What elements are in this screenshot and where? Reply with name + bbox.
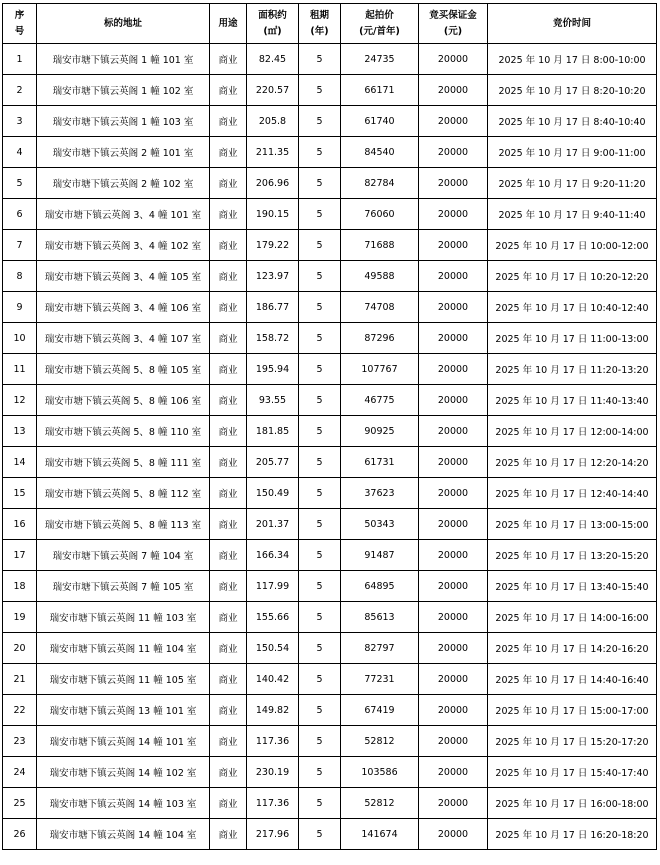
cell-term: 5	[299, 292, 341, 323]
cell-usage: 商业	[210, 106, 247, 137]
cell-time: 2025 年 10 月 17 日 10:40-12:40	[488, 292, 657, 323]
table-row	[3, 75, 657, 106]
cell-usage: 商业	[210, 75, 247, 106]
cell-price: 82784	[341, 168, 419, 199]
table-row	[3, 44, 657, 75]
cell-term: 5	[299, 447, 341, 478]
cell-price: 49588	[341, 261, 419, 292]
cell-deposit: 20000	[419, 230, 488, 261]
table-row	[3, 726, 657, 757]
cell-term: 5	[299, 44, 341, 75]
cell-address: 瑞安市塘下镇云英阁 2 幢 101 室	[37, 137, 210, 168]
cell-address: 瑞安市塘下镇云英阁 5、8 幢 110 室	[37, 416, 210, 447]
cell-time: 2025 年 10 月 17 日 14:40-16:40	[488, 664, 657, 695]
cell-deposit: 20000	[419, 416, 488, 447]
cell-area: 195.94	[247, 354, 299, 385]
cell-area: 190.15	[247, 199, 299, 230]
cell-address: 瑞安市塘下镇云英阁 5、8 幢 106 室	[37, 385, 210, 416]
cell-price: 74708	[341, 292, 419, 323]
cell-no: 20	[3, 633, 37, 664]
cell-address: 瑞安市塘下镇云英阁 5、8 幢 111 室	[37, 447, 210, 478]
cell-price: 46775	[341, 385, 419, 416]
cell-time: 2025 年 10 月 17 日 8:20-10:20	[488, 75, 657, 106]
cell-term: 5	[299, 509, 341, 540]
cell-area: 150.54	[247, 633, 299, 664]
cell-term: 5	[299, 168, 341, 199]
cell-address: 瑞安市塘下镇云英阁 13 幢 101 室	[37, 695, 210, 726]
cell-usage: 商业	[210, 292, 247, 323]
cell-term: 5	[299, 323, 341, 354]
cell-term: 5	[299, 416, 341, 447]
cell-usage: 商业	[210, 788, 247, 819]
cell-address: 瑞安市塘下镇云英阁 14 幢 104 室	[37, 819, 210, 850]
cell-time: 2025 年 10 月 17 日 16:20-18:20	[488, 819, 657, 850]
cell-address: 瑞安市塘下镇云英阁 11 幢 104 室	[37, 633, 210, 664]
cell-term: 5	[299, 199, 341, 230]
cell-deposit: 20000	[419, 695, 488, 726]
cell-usage: 商业	[210, 168, 247, 199]
table-row	[3, 602, 657, 633]
cell-term: 5	[299, 230, 341, 261]
cell-time: 2025 年 10 月 17 日 13:00-15:00	[488, 509, 657, 540]
cell-deposit: 20000	[419, 75, 488, 106]
cell-usage: 商业	[210, 633, 247, 664]
cell-price: 82797	[341, 633, 419, 664]
cell-deposit: 20000	[419, 664, 488, 695]
cell-deposit: 20000	[419, 137, 488, 168]
table-row	[3, 757, 657, 788]
cell-area: 201.37	[247, 509, 299, 540]
cell-no: 11	[3, 354, 37, 385]
cell-deposit: 20000	[419, 168, 488, 199]
cell-no: 13	[3, 416, 37, 447]
cell-price: 141674	[341, 819, 419, 850]
cell-no: 8	[3, 261, 37, 292]
cell-no: 12	[3, 385, 37, 416]
cell-usage: 商业	[210, 819, 247, 850]
cell-deposit: 20000	[419, 385, 488, 416]
cell-no: 14	[3, 447, 37, 478]
auction-listing-table	[2, 3, 657, 850]
cell-time: 2025 年 10 月 17 日 13:40-15:40	[488, 571, 657, 602]
cell-address: 瑞安市塘下镇云英阁 11 幢 103 室	[37, 602, 210, 633]
cell-price: 90925	[341, 416, 419, 447]
table-row	[3, 230, 657, 261]
cell-term: 5	[299, 633, 341, 664]
cell-no: 18	[3, 571, 37, 602]
cell-area: 158.72	[247, 323, 299, 354]
cell-price: 76060	[341, 199, 419, 230]
cell-area: 181.85	[247, 416, 299, 447]
cell-price: 67419	[341, 695, 419, 726]
cell-area: 117.36	[247, 726, 299, 757]
cell-address: 瑞安市塘下镇云英阁 1 幢 101 室	[37, 44, 210, 75]
cell-time: 2025 年 10 月 17 日 12:20-14:20	[488, 447, 657, 478]
cell-usage: 商业	[210, 447, 247, 478]
cell-time: 2025 年 10 月 17 日 10:00-12:00	[488, 230, 657, 261]
header-no: 序 号	[3, 4, 37, 44]
cell-no: 23	[3, 726, 37, 757]
cell-term: 5	[299, 354, 341, 385]
table-row	[3, 261, 657, 292]
cell-area: 117.99	[247, 571, 299, 602]
cell-area: 230.19	[247, 757, 299, 788]
table-row	[3, 137, 657, 168]
table-row	[3, 633, 657, 664]
table-row	[3, 478, 657, 509]
cell-deposit: 20000	[419, 819, 488, 850]
cell-deposit: 20000	[419, 106, 488, 137]
cell-deposit: 20000	[419, 540, 488, 571]
table-row	[3, 199, 657, 230]
cell-deposit: 20000	[419, 199, 488, 230]
cell-usage: 商业	[210, 323, 247, 354]
cell-time: 2025 年 10 月 17 日 15:40-17:40	[488, 757, 657, 788]
cell-deposit: 20000	[419, 447, 488, 478]
cell-usage: 商业	[210, 354, 247, 385]
cell-usage: 商业	[210, 757, 247, 788]
cell-area: 150.49	[247, 478, 299, 509]
cell-area: 117.36	[247, 788, 299, 819]
table-body	[3, 44, 657, 850]
cell-address: 瑞安市塘下镇云英阁 5、8 幢 105 室	[37, 354, 210, 385]
cell-price: 71688	[341, 230, 419, 261]
cell-price: 52812	[341, 788, 419, 819]
cell-no: 10	[3, 323, 37, 354]
table-row	[3, 354, 657, 385]
cell-time: 2025 年 10 月 17 日 11:20-13:20	[488, 354, 657, 385]
cell-no: 2	[3, 75, 37, 106]
cell-no: 25	[3, 788, 37, 819]
cell-term: 5	[299, 137, 341, 168]
cell-deposit: 20000	[419, 633, 488, 664]
cell-area: 93.55	[247, 385, 299, 416]
cell-time: 2025 年 10 月 17 日 8:40-10:40	[488, 106, 657, 137]
cell-term: 5	[299, 75, 341, 106]
cell-term: 5	[299, 106, 341, 137]
table-row	[3, 788, 657, 819]
table-row	[3, 540, 657, 571]
cell-area: 123.97	[247, 261, 299, 292]
cell-address: 瑞安市塘下镇云英阁 5、8 幢 112 室	[37, 478, 210, 509]
cell-term: 5	[299, 695, 341, 726]
cell-address: 瑞安市塘下镇云英阁 14 幢 102 室	[37, 757, 210, 788]
header-row	[3, 4, 657, 44]
cell-deposit: 20000	[419, 292, 488, 323]
cell-term: 5	[299, 788, 341, 819]
cell-no: 26	[3, 819, 37, 850]
cell-deposit: 20000	[419, 571, 488, 602]
cell-deposit: 20000	[419, 354, 488, 385]
cell-price: 64895	[341, 571, 419, 602]
cell-usage: 商业	[210, 602, 247, 633]
table-row	[3, 664, 657, 695]
cell-area: 140.42	[247, 664, 299, 695]
cell-time: 2025 年 10 月 17 日 16:00-18:00	[488, 788, 657, 819]
table-row	[3, 571, 657, 602]
cell-price: 37623	[341, 478, 419, 509]
cell-area: 206.96	[247, 168, 299, 199]
cell-time: 2025 年 10 月 17 日 11:40-13:40	[488, 385, 657, 416]
cell-time: 2025 年 10 月 17 日 8:00-10:00	[488, 44, 657, 75]
cell-area: 205.77	[247, 447, 299, 478]
cell-time: 2025 年 10 月 17 日 10:20-12:20	[488, 261, 657, 292]
cell-usage: 商业	[210, 509, 247, 540]
cell-area: 205.8	[247, 106, 299, 137]
table-row	[3, 292, 657, 323]
cell-deposit: 20000	[419, 726, 488, 757]
cell-address: 瑞安市塘下镇云英阁 3、4 幢 102 室	[37, 230, 210, 261]
cell-price: 24735	[341, 44, 419, 75]
header-deposit: 竞买保证金 (元)	[419, 4, 488, 44]
cell-deposit: 20000	[419, 602, 488, 633]
cell-area: 82.45	[247, 44, 299, 75]
cell-deposit: 20000	[419, 757, 488, 788]
cell-price: 50343	[341, 509, 419, 540]
cell-area: 186.77	[247, 292, 299, 323]
cell-usage: 商业	[210, 726, 247, 757]
cell-time: 2025 年 10 月 17 日 13:20-15:20	[488, 540, 657, 571]
cell-no: 7	[3, 230, 37, 261]
table-row	[3, 447, 657, 478]
cell-usage: 商业	[210, 695, 247, 726]
header-time: 竞价时间	[488, 4, 657, 44]
cell-no: 15	[3, 478, 37, 509]
cell-no: 9	[3, 292, 37, 323]
table-row	[3, 323, 657, 354]
cell-no: 21	[3, 664, 37, 695]
cell-usage: 商业	[210, 385, 247, 416]
cell-address: 瑞安市塘下镇云英阁 7 幢 105 室	[37, 571, 210, 602]
cell-no: 5	[3, 168, 37, 199]
cell-term: 5	[299, 478, 341, 509]
cell-price: 87296	[341, 323, 419, 354]
cell-address: 瑞安市塘下镇云英阁 1 幢 103 室	[37, 106, 210, 137]
cell-term: 5	[299, 819, 341, 850]
cell-no: 16	[3, 509, 37, 540]
cell-price: 103586	[341, 757, 419, 788]
cell-time: 2025 年 10 月 17 日 15:00-17:00	[488, 695, 657, 726]
cell-address: 瑞安市塘下镇云英阁 14 幢 101 室	[37, 726, 210, 757]
cell-usage: 商业	[210, 478, 247, 509]
cell-time: 2025 年 10 月 17 日 15:20-17:20	[488, 726, 657, 757]
cell-time: 2025 年 10 月 17 日 9:40-11:40	[488, 199, 657, 230]
header-address: 标的地址	[37, 4, 210, 44]
table-row	[3, 695, 657, 726]
cell-no: 1	[3, 44, 37, 75]
cell-address: 瑞安市塘下镇云英阁 5、8 幢 113 室	[37, 509, 210, 540]
cell-deposit: 20000	[419, 478, 488, 509]
cell-no: 4	[3, 137, 37, 168]
cell-usage: 商业	[210, 199, 247, 230]
cell-time: 2025 年 10 月 17 日 11:00-13:00	[488, 323, 657, 354]
cell-usage: 商业	[210, 137, 247, 168]
cell-time: 2025 年 10 月 17 日 14:20-16:20	[488, 633, 657, 664]
cell-address: 瑞安市塘下镇云英阁 3、4 幢 101 室	[37, 199, 210, 230]
cell-usage: 商业	[210, 540, 247, 571]
cell-no: 6	[3, 199, 37, 230]
cell-deposit: 20000	[419, 323, 488, 354]
cell-area: 166.34	[247, 540, 299, 571]
cell-deposit: 20000	[419, 261, 488, 292]
cell-area: 155.66	[247, 602, 299, 633]
cell-time: 2025 年 10 月 17 日 14:00-16:00	[488, 602, 657, 633]
cell-area: 217.96	[247, 819, 299, 850]
cell-term: 5	[299, 261, 341, 292]
cell-address: 瑞安市塘下镇云英阁 3、4 幢 105 室	[37, 261, 210, 292]
cell-no: 19	[3, 602, 37, 633]
cell-term: 5	[299, 726, 341, 757]
cell-address: 瑞安市塘下镇云英阁 7 幢 104 室	[37, 540, 210, 571]
cell-usage: 商业	[210, 571, 247, 602]
cell-area: 149.82	[247, 695, 299, 726]
cell-area: 211.35	[247, 137, 299, 168]
cell-price: 107767	[341, 354, 419, 385]
cell-price: 84540	[341, 137, 419, 168]
cell-area: 220.57	[247, 75, 299, 106]
cell-price: 85613	[341, 602, 419, 633]
table-row	[3, 416, 657, 447]
cell-usage: 商业	[210, 664, 247, 695]
table-row	[3, 106, 657, 137]
cell-time: 2025 年 10 月 17 日 9:00-11:00	[488, 137, 657, 168]
cell-address: 瑞安市塘下镇云英阁 2 幢 102 室	[37, 168, 210, 199]
cell-term: 5	[299, 571, 341, 602]
cell-usage: 商业	[210, 261, 247, 292]
cell-price: 91487	[341, 540, 419, 571]
header-price: 起拍价 (元/首年)	[341, 4, 419, 44]
cell-no: 22	[3, 695, 37, 726]
cell-no: 17	[3, 540, 37, 571]
header-term: 租期 (年)	[299, 4, 341, 44]
header-usage: 用途	[210, 4, 247, 44]
cell-usage: 商业	[210, 230, 247, 261]
cell-address: 瑞安市塘下镇云英阁 11 幢 105 室	[37, 664, 210, 695]
cell-no: 3	[3, 106, 37, 137]
cell-price: 61731	[341, 447, 419, 478]
cell-term: 5	[299, 385, 341, 416]
cell-term: 5	[299, 757, 341, 788]
header-area: 面积约 (㎡)	[247, 4, 299, 44]
cell-price: 61740	[341, 106, 419, 137]
cell-term: 5	[299, 664, 341, 695]
cell-term: 5	[299, 540, 341, 571]
cell-deposit: 20000	[419, 509, 488, 540]
table-row	[3, 168, 657, 199]
cell-price: 77231	[341, 664, 419, 695]
cell-usage: 商业	[210, 416, 247, 447]
cell-usage: 商业	[210, 44, 247, 75]
cell-term: 5	[299, 602, 341, 633]
cell-deposit: 20000	[419, 788, 488, 819]
table-row	[3, 385, 657, 416]
table-row	[3, 819, 657, 850]
cell-no: 24	[3, 757, 37, 788]
cell-deposit: 20000	[419, 44, 488, 75]
cell-price: 66171	[341, 75, 419, 106]
table-row	[3, 509, 657, 540]
cell-area: 179.22	[247, 230, 299, 261]
cell-time: 2025 年 10 月 17 日 9:20-11:20	[488, 168, 657, 199]
cell-address: 瑞安市塘下镇云英阁 1 幢 102 室	[37, 75, 210, 106]
cell-address: 瑞安市塘下镇云英阁 3、4 幢 106 室	[37, 292, 210, 323]
cell-time: 2025 年 10 月 17 日 12:00-14:00	[488, 416, 657, 447]
cell-address: 瑞安市塘下镇云英阁 14 幢 103 室	[37, 788, 210, 819]
cell-time: 2025 年 10 月 17 日 12:40-14:40	[488, 478, 657, 509]
cell-address: 瑞安市塘下镇云英阁 3、4 幢 107 室	[37, 323, 210, 354]
cell-price: 52812	[341, 726, 419, 757]
